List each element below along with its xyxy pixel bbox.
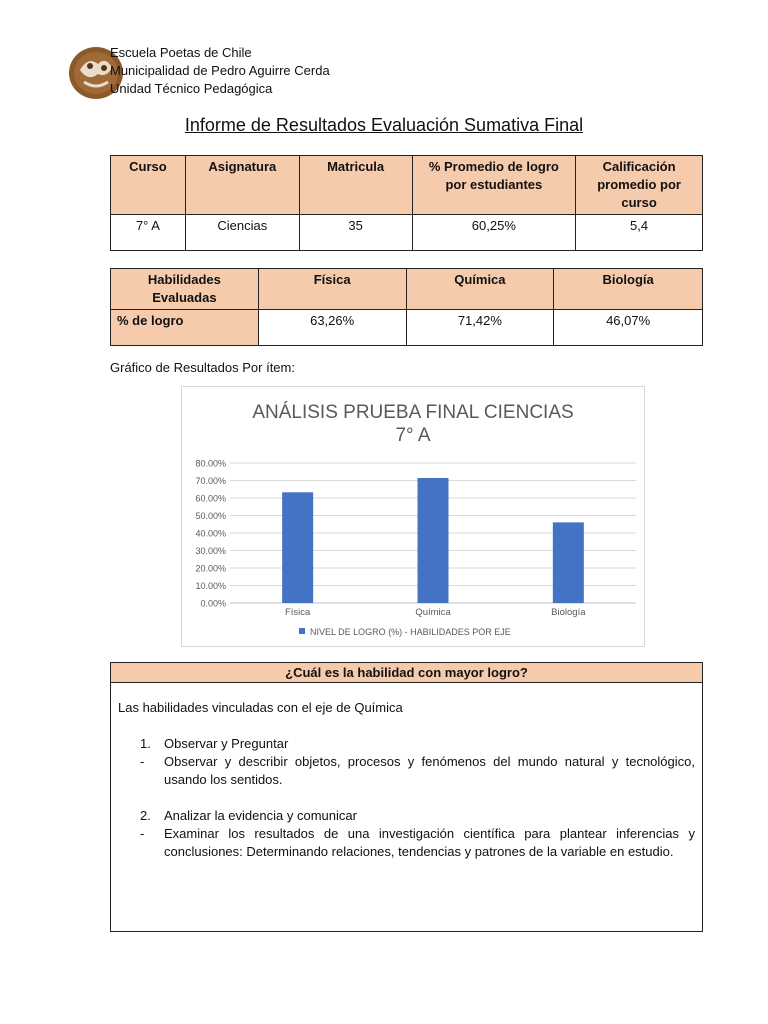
header-calificacion: Calificación promedio por curso: [576, 156, 703, 215]
chart-caption: Gráfico de Resultados Por ítem:: [110, 360, 295, 375]
unit-name: Unidad Técnico Pedagógica: [110, 81, 273, 96]
legend-label: NIVEL DE LOGRO (%) - HABILIDADES POR EJE: [310, 627, 511, 637]
x-tick-label: Física: [284, 607, 311, 618]
school-header: [110, 44, 330, 98]
municipality-name: Municipalidad de Pedro Aguirre Cerda: [110, 63, 330, 78]
skill-number: 2.: [140, 808, 151, 823]
cell-biologia: 46,07%: [554, 310, 703, 346]
skills-table: [110, 268, 703, 346]
question-body: [111, 683, 702, 861]
question-intro: Las habilidades vinculadas con el eje de Química: [118, 700, 403, 715]
header-curso: Curso: [111, 156, 186, 215]
skill-title: Observar y Preguntar: [164, 736, 289, 751]
summary-header-row: [111, 156, 703, 215]
y-tick-label: 70.00%: [195, 476, 226, 486]
summary-data-row: [111, 215, 703, 251]
chart-title: ANÁLISIS PRUEBA FINAL CIENCIAS: [252, 402, 574, 423]
y-tick-label: 50.00%: [195, 511, 226, 521]
x-tick-label: Química: [415, 607, 451, 618]
chart-subtitle: 7° A: [395, 425, 431, 446]
header-asignatura: Asignatura: [185, 156, 299, 215]
document-title: Informe de Resultados Evaluación Sumativa Final: [184, 115, 584, 135]
cell-fisica: 63,26%: [258, 310, 406, 346]
skill-title: Analizar la evidencia y comunicar: [164, 808, 357, 823]
cell-curso: 7° A: [111, 215, 186, 251]
chart-bar: [418, 478, 449, 603]
skill-detail-text: Examinar los resultados de una investigación científica para plantear inferencias y conclusiones: Determinando relaciones, tendencias y patrones de la variable en estudio.: [164, 826, 695, 859]
dash-marker: -: [140, 754, 145, 769]
header-quimica: Química: [406, 269, 554, 310]
question-heading: ¿Cuál es la habilidad con mayor logro?: [111, 663, 702, 683]
x-tick-label: Biología: [551, 607, 586, 618]
chart-svg: [182, 387, 644, 646]
skill-item: [118, 807, 695, 825]
skills-header-row: [111, 269, 703, 310]
y-tick-label: 60.00%: [195, 493, 226, 504]
header-habilidades: Habilidades Evaluadas: [111, 269, 259, 310]
skill-number: 1.: [140, 736, 151, 751]
row-label-logro: % de logro: [111, 310, 259, 346]
cell-promedio-logro: 60,25%: [412, 215, 576, 251]
header-promedio-logro: % Promedio de logro por estudiantes: [412, 156, 576, 215]
header-fisica: Física: [258, 269, 406, 310]
y-tick-label: 80.00%: [195, 458, 226, 469]
cell-quimica: 71,42%: [406, 310, 554, 346]
header-biologia: Biología: [554, 269, 703, 310]
y-tick-label: 10.00%: [195, 581, 226, 591]
legend-swatch: [299, 628, 305, 634]
results-chart: [181, 386, 645, 647]
school-name: Escuela Poetas de Chile: [110, 45, 252, 60]
skill-detail: [118, 825, 695, 861]
y-tick-label: 20.00%: [195, 563, 226, 574]
skill-detail: [118, 753, 695, 789]
skill-detail-text: Observar y describir objetos, procesos y fenómenos del mundo natural y tecnológico, usando los sentidos.: [164, 754, 695, 787]
chart-bar: [553, 522, 584, 603]
y-tick-label: 30.00%: [195, 546, 226, 556]
cell-matricula: 35: [299, 215, 412, 251]
chart-bar: [282, 492, 313, 603]
skills-data-row: [111, 310, 703, 346]
cell-calificacion: 5,4: [576, 215, 703, 251]
y-tick-label: 40.00%: [195, 528, 226, 539]
header-matricula: Matricula: [299, 156, 412, 215]
y-tick-label: 0.00%: [200, 598, 226, 609]
summary-table: [110, 155, 703, 251]
question-box: [110, 662, 703, 932]
cell-asignatura: Ciencias: [185, 215, 299, 251]
dash-marker: -: [140, 826, 145, 841]
skill-item: [118, 735, 695, 753]
